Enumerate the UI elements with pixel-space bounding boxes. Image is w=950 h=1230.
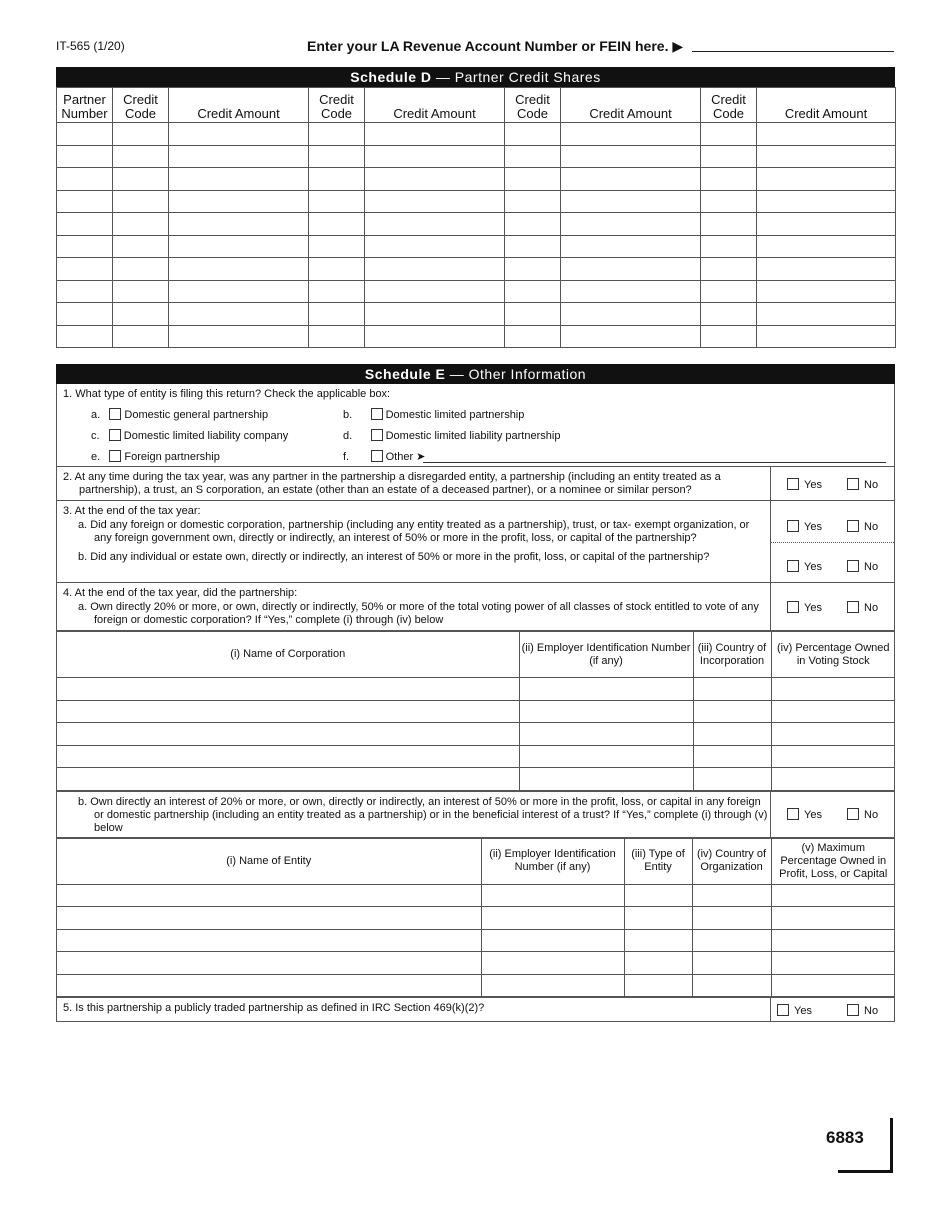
col-type-of-entity: (iii) Type of Entity (624, 838, 692, 884)
table-cell-input[interactable] (365, 145, 505, 168)
table-cell-input[interactable] (309, 280, 365, 303)
table-cell-input[interactable] (57, 974, 481, 997)
corporation-row (57, 768, 895, 791)
account-number-field[interactable] (692, 51, 894, 52)
table-cell-input[interactable] (113, 190, 169, 213)
table-cell-input[interactable] (771, 745, 895, 768)
question-1-text: 1. What type of entity is filing this return? Check the applicable box: (63, 388, 391, 400)
corporation-row (57, 678, 895, 701)
table-cell-input[interactable] (757, 190, 896, 213)
table-cell-input[interactable] (169, 145, 309, 168)
question-5 (57, 998, 894, 1021)
col-country-of-incorporation: (iii) Country of Incorporation (693, 632, 771, 678)
col-percentage-voting-stock: (iv) Percentage Owned in Voting Stock (771, 632, 895, 678)
table-cell-input[interactable] (693, 768, 771, 791)
col-credit-code: Credit Code (309, 88, 365, 123)
col-credit-amount: Credit Amount (365, 88, 505, 123)
table-cell-input[interactable] (57, 723, 519, 746)
partner-credit-row (57, 145, 896, 168)
table-cell-input[interactable] (309, 145, 365, 168)
table-cell-input[interactable] (113, 303, 169, 326)
col-credit-code: Credit Code (113, 88, 169, 123)
table-cell-input[interactable] (57, 325, 113, 348)
question-4a-text: a. Own directly 20% or more, or own, directly or indirectly, 50% or more of the total voting power of all classes of stock entitled to vote of any foreign or domestic corporation? If “Yes,” complete (i) through (iv) below (78, 601, 759, 626)
col-ein: (ii) Employer Identification Number (if any) (481, 838, 624, 884)
table-cell-input[interactable] (169, 235, 309, 258)
table-cell-input[interactable] (519, 723, 693, 746)
question-3 (57, 501, 894, 583)
table-cell-input[interactable] (365, 190, 505, 213)
table-cell-input[interactable] (505, 325, 561, 348)
schedule-d (56, 67, 895, 348)
table-cell-input[interactable] (505, 123, 561, 146)
q4b-yes[interactable]: Yes (787, 808, 822, 821)
q4b-no[interactable]: No (847, 808, 878, 821)
table-cell-input[interactable] (771, 700, 895, 723)
account-number-label: Enter your LA Revenue Account Number or FEIN here. ▶ (307, 38, 684, 54)
table-cell-input[interactable] (365, 280, 505, 303)
table-cell-input[interactable] (624, 974, 692, 997)
table-cell-input[interactable] (519, 745, 693, 768)
table-cell-input[interactable] (365, 325, 505, 348)
table-cell-input[interactable] (57, 745, 519, 768)
table-cell-input[interactable] (692, 929, 771, 952)
table-cell-input[interactable] (365, 258, 505, 281)
table-cell-input[interactable] (57, 190, 113, 213)
table-cell-input[interactable] (771, 929, 895, 952)
table-cell-input[interactable] (169, 325, 309, 348)
table-cell-input[interactable] (113, 213, 169, 236)
table-cell-input[interactable] (481, 907, 624, 930)
table-cell-input[interactable] (309, 168, 365, 191)
table-cell-input[interactable] (169, 190, 309, 213)
corporation-row (57, 745, 895, 768)
checkbox[interactable] (109, 408, 121, 420)
col-name-of-corporation: (i) Name of Corporation (57, 632, 519, 678)
table-cell-input[interactable] (692, 974, 771, 997)
q2-yes[interactable]: Yes (787, 478, 822, 491)
checkbox[interactable] (109, 429, 121, 441)
table-cell-input[interactable] (624, 952, 692, 975)
table-cell-input[interactable] (481, 952, 624, 975)
table-cell-input[interactable] (57, 213, 113, 236)
other-entity-field[interactable] (423, 462, 886, 463)
table-cell-input[interactable] (771, 974, 895, 997)
table-cell-input[interactable] (113, 258, 169, 281)
partner-credit-row (57, 303, 896, 326)
corporation-row (57, 700, 895, 723)
table-cell-input[interactable] (701, 123, 757, 146)
table-cell-input[interactable] (505, 258, 561, 281)
table-cell-input[interactable] (561, 168, 701, 191)
table-cell-input[interactable] (309, 213, 365, 236)
table-cell-input[interactable] (561, 145, 701, 168)
table-cell-input[interactable] (113, 235, 169, 258)
q3a-no[interactable]: No (847, 520, 878, 533)
table-cell-input[interactable] (701, 325, 757, 348)
table-cell-input[interactable] (505, 235, 561, 258)
entity-table-wrap (57, 838, 894, 999)
partner-credit-row (57, 213, 896, 236)
table-cell-input[interactable] (113, 168, 169, 191)
col-country-of-organization: (iv) Country of Organization (692, 838, 771, 884)
checkbox[interactable] (847, 478, 859, 490)
table-cell-input[interactable] (113, 123, 169, 146)
partner-credit-table (56, 87, 896, 348)
checkbox[interactable] (847, 601, 859, 613)
table-cell-input[interactable] (309, 303, 365, 326)
table-cell-input[interactable] (57, 123, 113, 146)
checkbox[interactable] (109, 450, 121, 462)
corporation-row (57, 723, 895, 746)
col-credit-code: Credit Code (505, 88, 561, 123)
table-cell-input[interactable] (169, 123, 309, 146)
table-cell-input[interactable] (57, 303, 113, 326)
table-cell-input[interactable] (57, 907, 481, 930)
table-cell-input[interactable] (561, 258, 701, 281)
table-cell-input[interactable] (365, 123, 505, 146)
table-cell-input[interactable] (701, 145, 757, 168)
table-cell-input[interactable] (624, 929, 692, 952)
table-cell-input[interactable] (57, 884, 481, 907)
table-cell-input[interactable] (365, 303, 505, 326)
question-2-text: 2. At any time during the tax year, was any partner in the partnership a disregarded entity, a partnership (including an entity treated as a partnership), a trust, an S corporation, an estate (other than an estate of a deceased partner), or a nominee or similar person? (63, 471, 721, 496)
table-cell-input[interactable] (169, 168, 309, 191)
checkbox[interactable] (787, 520, 799, 532)
col-name-of-entity: (i) Name of Entity (57, 838, 481, 884)
col-partner-number: Partner Number (57, 88, 113, 123)
q4a-no[interactable]: No (847, 601, 878, 614)
table-cell-input[interactable] (57, 929, 481, 952)
table-cell-input[interactable] (561, 280, 701, 303)
question-3-text: 3. At the end of the tax year: (63, 505, 201, 517)
q5-no[interactable]: No (847, 1004, 878, 1017)
checkbox[interactable] (371, 408, 383, 420)
table-cell-input[interactable] (701, 280, 757, 303)
checkbox[interactable] (847, 560, 859, 572)
table-cell-input[interactable] (693, 700, 771, 723)
table-cell-input[interactable] (365, 235, 505, 258)
table-cell-input[interactable] (701, 303, 757, 326)
partner-credit-row (57, 258, 896, 281)
checkbox[interactable] (847, 520, 859, 532)
table-cell-input[interactable] (505, 303, 561, 326)
table-cell-input[interactable] (57, 168, 113, 191)
partner-credit-row (57, 168, 896, 191)
table-cell-input[interactable] (693, 723, 771, 746)
table-cell-input[interactable] (169, 280, 309, 303)
table-cell-input[interactable] (309, 325, 365, 348)
q3b-no[interactable]: No (847, 560, 878, 573)
table-cell-input[interactable] (757, 168, 896, 191)
checkbox[interactable] (787, 478, 799, 490)
q2-no[interactable]: No (847, 478, 878, 491)
table-cell-input[interactable] (365, 168, 505, 191)
table-cell-input[interactable] (309, 258, 365, 281)
partner-credit-row (57, 190, 896, 213)
table-cell-input[interactable] (57, 768, 519, 791)
checkbox[interactable] (787, 601, 799, 613)
table-cell-input[interactable] (505, 280, 561, 303)
table-cell-input[interactable] (505, 145, 561, 168)
table-cell-input[interactable] (57, 700, 519, 723)
table-cell-input[interactable] (757, 145, 896, 168)
table-cell-input[interactable] (113, 280, 169, 303)
question-3b-text: b. Did any individual or estate own, directly or indirectly, an interest of 50% or more in the profit, loss, or capital of the partnership? (78, 551, 710, 563)
checkbox[interactable] (371, 450, 383, 462)
entity-row (57, 974, 895, 997)
table-cell-input[interactable] (692, 952, 771, 975)
table-cell-input[interactable] (561, 235, 701, 258)
table-cell-input[interactable] (169, 213, 309, 236)
corner-mark (890, 1118, 893, 1173)
table-cell-input[interactable] (771, 768, 895, 791)
question-2 (57, 467, 894, 501)
table-cell-input[interactable] (561, 213, 701, 236)
entity-option-c[interactable]: c. Domestic limited liability company (91, 430, 289, 442)
q3b-yes[interactable]: Yes (787, 560, 822, 573)
corner-mark (838, 1170, 893, 1173)
table-cell-input[interactable] (771, 907, 895, 930)
question-5-text: 5. Is this partnership a publicly traded partnership as defined in IRC Section 469(k)(2)? (63, 1002, 485, 1014)
partner-credit-row (57, 280, 896, 303)
table-cell-input[interactable] (57, 952, 481, 975)
table-cell-input[interactable] (771, 678, 895, 701)
checkbox[interactable] (847, 1004, 859, 1016)
partner-credit-row (57, 123, 896, 146)
entity-row (57, 952, 895, 975)
question-4-text: 4. At the end of the tax year, did the partnership: (63, 587, 298, 599)
question-1 (57, 384, 894, 467)
entity-row (57, 884, 895, 907)
page-number: 6883 (826, 1128, 864, 1147)
table-cell-input[interactable] (693, 678, 771, 701)
table-cell-input[interactable] (561, 303, 701, 326)
entity-option-e[interactable]: e. Foreign partnership (91, 451, 220, 463)
question-4b-text: b. Own directly an interest of 20% or more, or own, directly or indirectly, an interest of 50% or more in the profit, loss, or capital in any foreign or domestic partnership (including an entity treated as a partnership) or in the beneficial interest of a trust? If “Yes,” complete (i) through (v) below (78, 795, 768, 834)
q5-yes[interactable]: Yes (777, 1004, 812, 1017)
col-ein: (ii) Employer Identification Number (if any) (519, 632, 693, 678)
table-cell-input[interactable] (693, 745, 771, 768)
table-cell-input[interactable] (113, 145, 169, 168)
checkbox[interactable] (371, 429, 383, 441)
col-maximum-percentage: (v) Maximum Percentage Owned in Profit, Loss, or Capital (771, 838, 895, 884)
schedule-e (56, 384, 895, 1022)
table-cell-input[interactable] (113, 325, 169, 348)
table-cell-input[interactable] (519, 768, 693, 791)
table-cell-input[interactable] (561, 123, 701, 146)
table-cell-input[interactable] (57, 678, 519, 701)
checkbox[interactable] (787, 808, 799, 820)
table-cell-input[interactable] (771, 952, 895, 975)
table-cell-input[interactable] (757, 123, 896, 146)
col-credit-code: Credit Code (701, 88, 757, 123)
corporation-table (57, 631, 895, 791)
table-cell-input[interactable] (505, 168, 561, 191)
form-id: IT-565 (1/20) (56, 39, 125, 53)
q3a-yes[interactable]: Yes (787, 520, 822, 533)
table-cell-input[interactable] (757, 235, 896, 258)
table-cell-input[interactable] (169, 258, 309, 281)
question-4b (57, 792, 894, 838)
table-cell-input[interactable] (624, 907, 692, 930)
entity-option-b[interactable]: b. Domestic limited partnership (343, 409, 525, 421)
table-cell-input[interactable] (757, 258, 896, 281)
col-credit-amount: Credit Amount (169, 88, 309, 123)
table-cell-input[interactable] (505, 213, 561, 236)
checkbox[interactable] (787, 560, 799, 572)
checkbox[interactable] (847, 808, 859, 820)
table-cell-input[interactable] (701, 168, 757, 191)
question-4a (57, 583, 894, 631)
table-cell-input[interactable] (701, 213, 757, 236)
table-cell-input[interactable] (757, 213, 896, 236)
table-cell-input[interactable] (309, 235, 365, 258)
table-cell-input[interactable] (57, 145, 113, 168)
table-cell-input[interactable] (771, 723, 895, 746)
table-cell-input[interactable] (57, 258, 113, 281)
table-cell-input[interactable] (481, 974, 624, 997)
table-cell-input[interactable] (481, 929, 624, 952)
table-cell-input[interactable] (169, 303, 309, 326)
schedule-e-title: Schedule E — Other Information (56, 364, 895, 384)
entity-row (57, 907, 895, 930)
table-cell-input[interactable] (692, 907, 771, 930)
table-cell-input[interactable] (309, 190, 365, 213)
table-cell-input[interactable] (519, 678, 693, 701)
table-cell-input[interactable] (692, 884, 771, 907)
question-3a-text: a. Did any foreign or domestic corporation, partnership (including any entity treated as a partnership), trust, or tax- exempt organization, or any foreign government own, directly or indirectly, an interest of 50% or more in the profit, loss, or capital of the partnership? (78, 519, 750, 544)
table-cell-input[interactable] (561, 325, 701, 348)
table-cell-input[interactable] (701, 235, 757, 258)
table-cell-input[interactable] (57, 280, 113, 303)
table-cell-input[interactable] (757, 280, 896, 303)
corporation-table-wrap (57, 631, 894, 792)
table-cell-input[interactable] (309, 123, 365, 146)
table-cell-input[interactable] (365, 213, 505, 236)
table-cell-input[interactable] (701, 190, 757, 213)
entity-option-d[interactable]: d. Domestic limited liability partnership (343, 430, 561, 442)
col-credit-amount: Credit Amount (757, 88, 896, 123)
entity-row (57, 929, 895, 952)
table-cell-input[interactable] (771, 884, 895, 907)
table-cell-input[interactable] (505, 190, 561, 213)
table-cell-input[interactable] (757, 325, 896, 348)
partner-credit-row (57, 235, 896, 258)
table-cell-input[interactable] (757, 303, 896, 326)
entity-option-a[interactable]: a. Domestic general partnership (91, 409, 269, 421)
partner-credit-row (57, 325, 896, 348)
table-cell-input[interactable] (624, 884, 692, 907)
entity-table (57, 838, 895, 998)
checkbox[interactable] (777, 1004, 789, 1016)
schedule-d-title: Schedule D — Partner Credit Shares (56, 67, 895, 87)
col-credit-amount: Credit Amount (561, 88, 701, 123)
table-cell-input[interactable] (701, 258, 757, 281)
q4a-yes[interactable]: Yes (787, 601, 822, 614)
table-cell-input[interactable] (561, 190, 701, 213)
table-cell-input[interactable] (57, 235, 113, 258)
table-cell-input[interactable] (519, 700, 693, 723)
table-cell-input[interactable] (481, 884, 624, 907)
entity-option-f[interactable]: f. Other ➤ (343, 451, 426, 463)
